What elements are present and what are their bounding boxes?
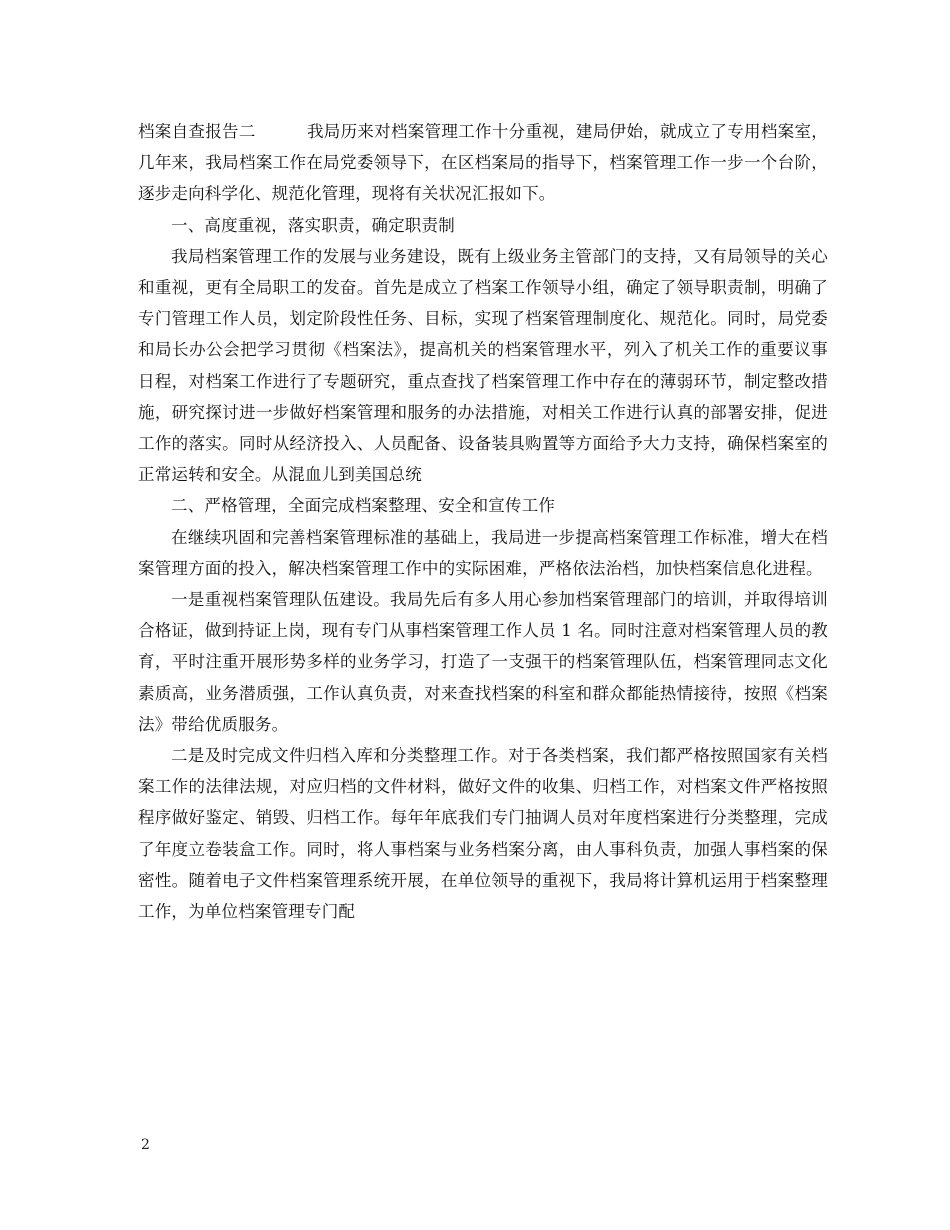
paragraph-2: 在继续巩固和完善档案管理标准的基础上，我局进一步提高档案管理工作标准，增大在档案管理方面的投入，解决档案管理工作中的实际困难，严格依法治档，加快档案信息化进程。 xyxy=(138,527,828,578)
opening-text: 我局历来对档案管理工作十分重视，建局伊始，就成立了专用档案室，几年来，我局档案工作在局党委领导下，在区档案局的指导下，档案管理工作一步一个台阶，逐步走向科学化、规范化管理，现将有关状况汇报如下。 xyxy=(138,122,828,204)
section-heading-1: 一、高度重视，落实职责，确定职责制 xyxy=(171,215,455,235)
paragraph-3: 一是重视档案管理队伍建设。我局先后有多人用心参加档案管理部门的培训，并取得培训合格证，做到持证上岗，现有专门从事档案管理工作人员 1 名。同时注意对档案管理人员的教育，平时注重开展形势多样的业务学习，打造了一支强干的档案管理队伍，档案管理同志文化素质高，业务潜质强，工作认真负责，对来查找档案的科室和群众都能热情接待，按照《档案法》带给优质服务。 xyxy=(138,590,828,734)
section-heading-2: 二、严格管理，全面完成档案整理、安全和宣传工作 xyxy=(171,496,556,516)
opening-paragraph xyxy=(138,116,828,210)
paragraph-4: 二是及时完成文件归档入库和分类整理工作。对于各类档案，我们都严格按照国家有关档案工作的法律法规，对应归档的文件材料，做好文件的收集、归档工作，对档案文件严格按照程序做好鉴定、销毁、归档工作。每年年底我们专门抽调人员对年度档案进行分类整理，完成了年度立卷装盒工作。同时，将人事档案与业务档案分离，由人事科负责，加强人事档案的保密性。随着电子文件档案管理系统开展，在单位领导的重视下，我局将计算机运用于档案整理工作，为单位档案管理专门配 xyxy=(138,746,828,922)
document-body xyxy=(138,116,828,927)
paragraph-1: 我局档案管理工作的发展与业务建设，既有上级业务主管部门的支持，又有局领导的关心和重视，更有全局职工的发奋。首先是成立了档案工作领导小组，确定了领导职责制，明确了专门管理工作人员，划定阶段性任务、目标，实现了档案管理制度化、规范化。同时，局党委和局长办公会把学习贯彻《档案法》，提高机关的档案管理水平，列入了机关工作的重要议事日程，对档案工作进行了专题研究，重点查找了档案管理工作中存在的薄弱环节，制定整改措施，研究探讨进一步做好档案管理和服务的办法措施，对相关工作进行认真的部署安排，促进工作的落实。同时从经济投入、人员配备、设备装具购置等方面给予大力支持，确保档案室的正常运转和安全。从混血儿到美国总统 xyxy=(138,246,828,485)
page-number: 2 xyxy=(141,1137,150,1153)
report-title: 档案自查报告二 xyxy=(138,122,256,141)
